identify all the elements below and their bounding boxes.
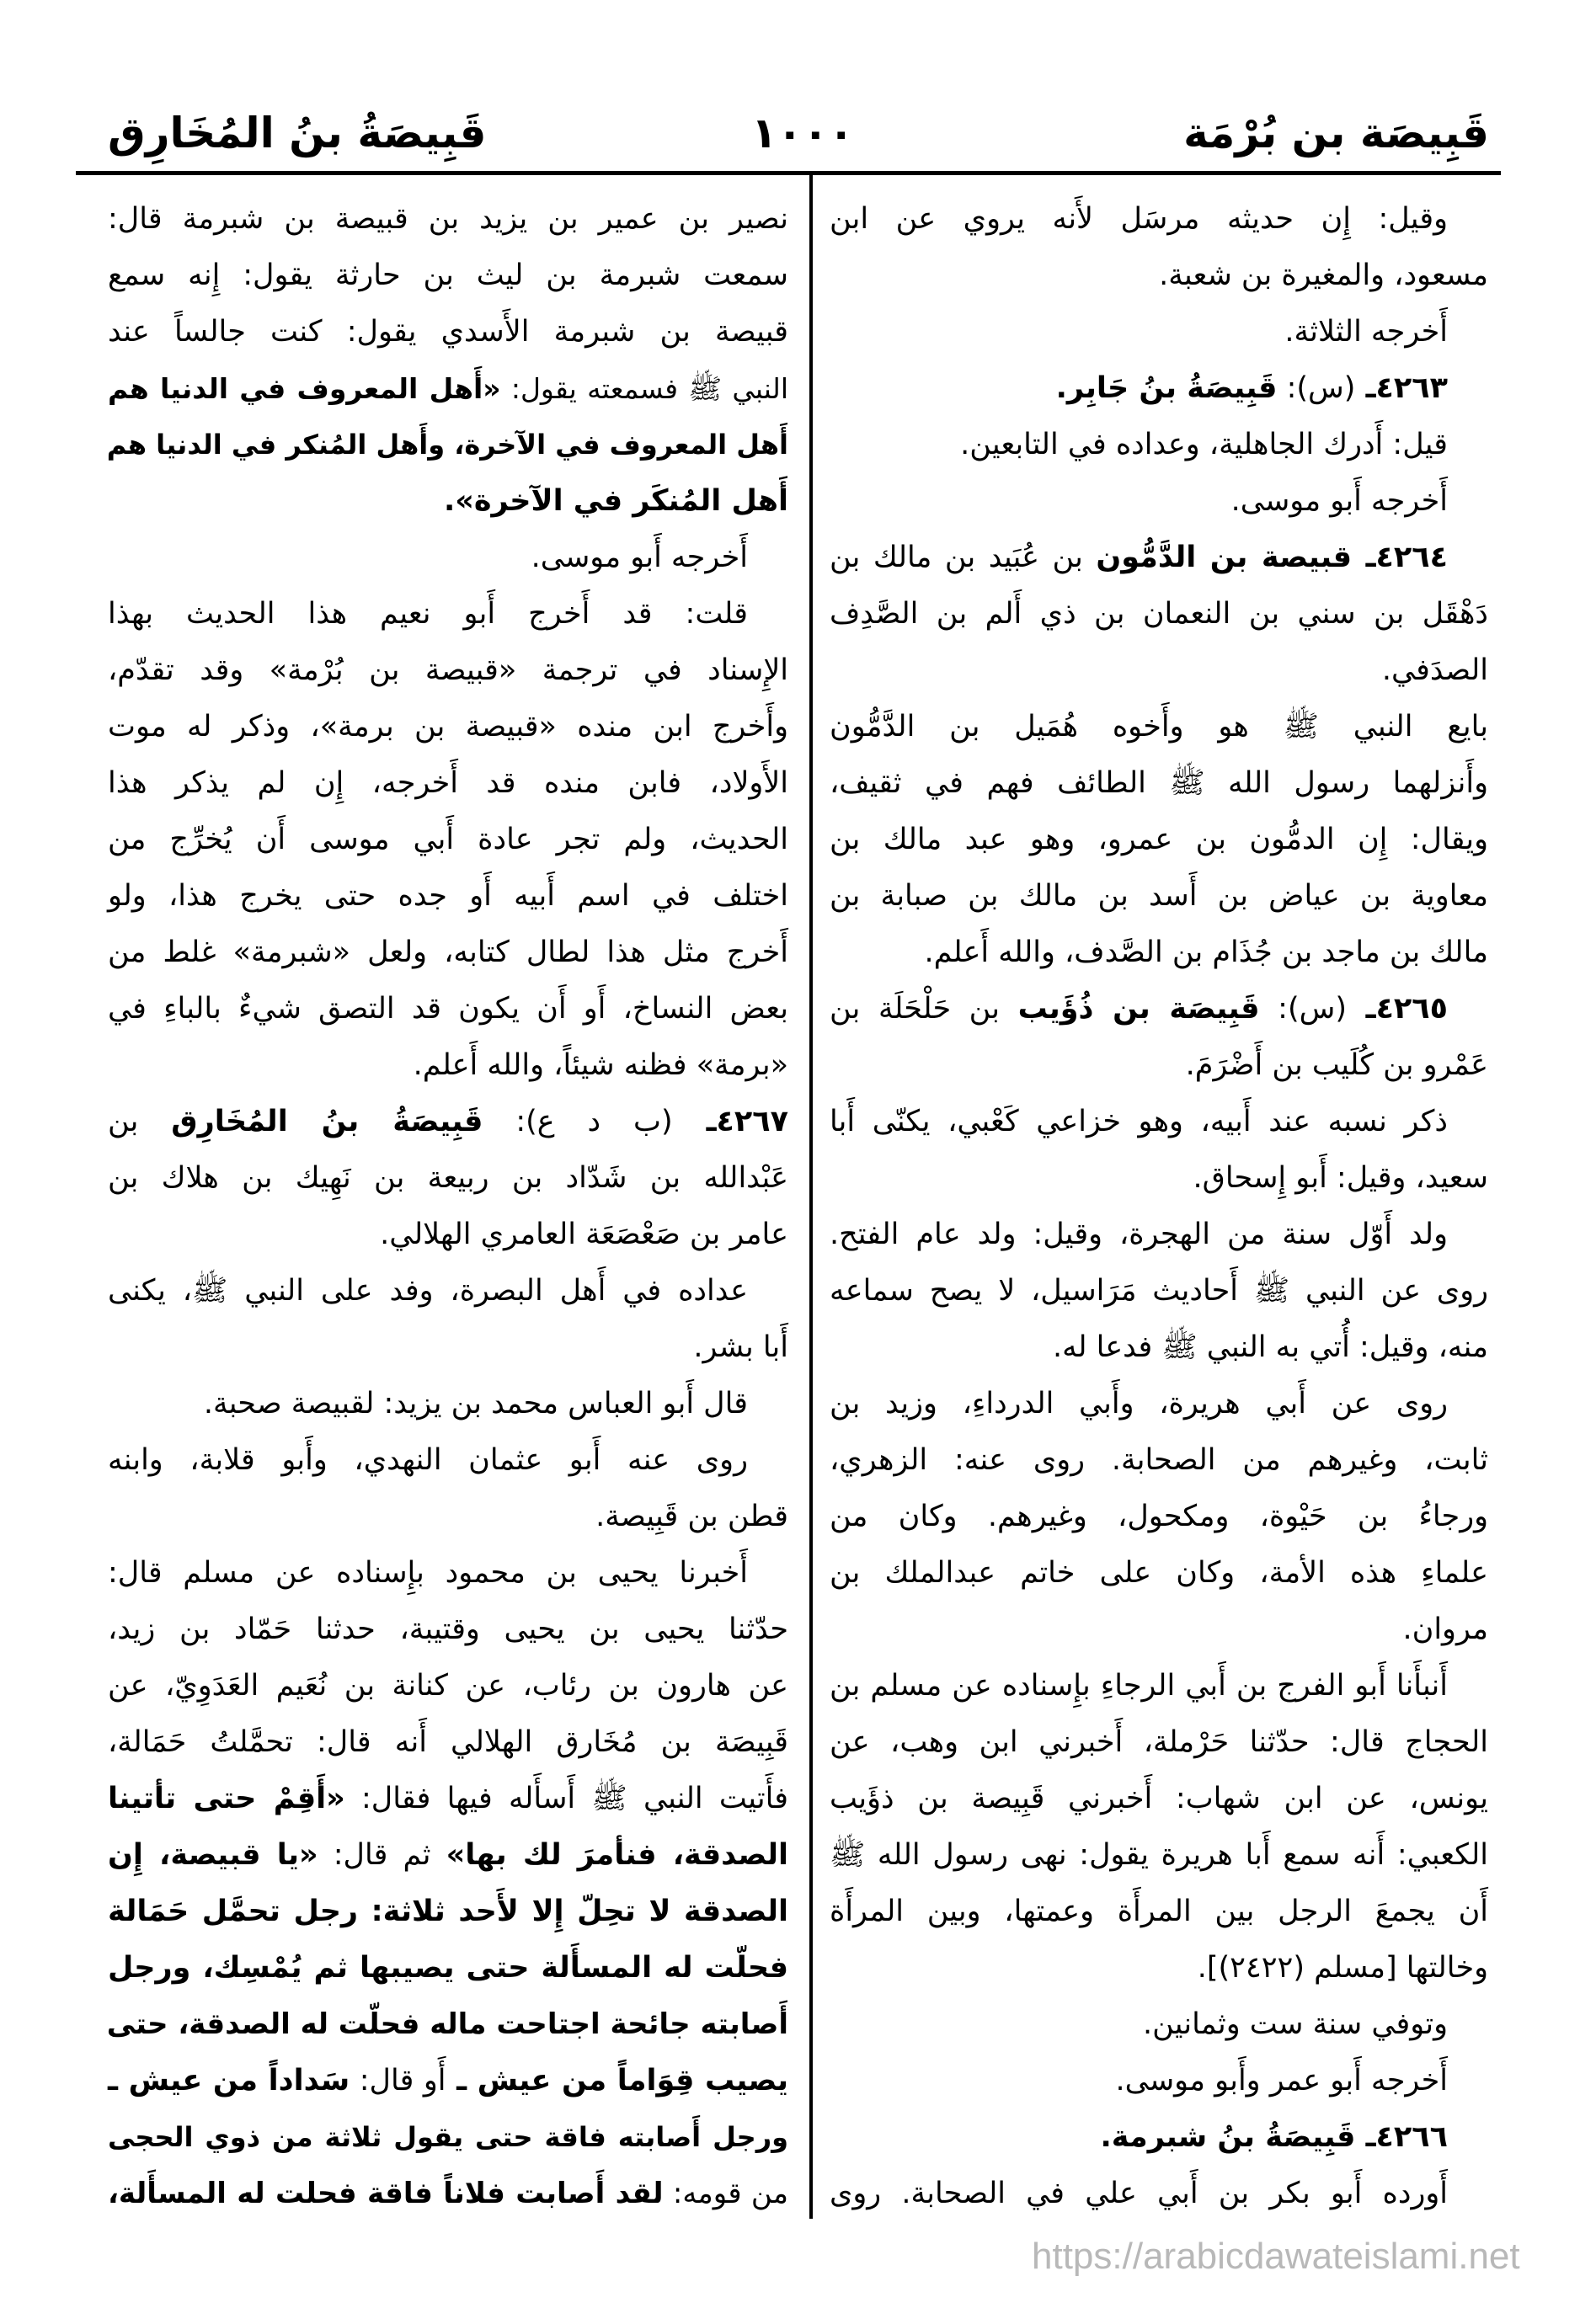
text-line <box>108 1940 788 1996</box>
text-segment: «برمة» فظنه شيئاً، والله أَعلم. <box>413 1048 788 1082</box>
bold-text-segment: يصيب قِوَاماً من عيش ـ <box>446 2064 788 2097</box>
text-segment: قيل: أَدرك الجاهلية، وعداده في التابعين. <box>960 428 1448 461</box>
text-line <box>830 417 1488 473</box>
bold-text-segment: ٤٢٦٥ـ <box>1346 992 1449 1026</box>
text-line <box>830 812 1488 868</box>
text-line <box>108 248 788 304</box>
header-rule <box>76 171 1501 175</box>
text-segment: ذكر نسبه عند أَبيه، وهو خزاعي كَعْبي، يكنّى أَبا <box>830 1105 1448 1138</box>
text-segment: أَورده أَبو بكر بن أَبي علي في الصحابة. روى <box>830 2177 1448 2210</box>
bold-text-segment: ٤٢٦٧ـ <box>672 1105 788 1138</box>
text-line <box>830 1714 1488 1771</box>
text-segment: وأَخرج ابن منده «قبيصة بن برمة»، وذكر له موت <box>108 710 788 744</box>
text-segment: روى عن النبي ﷺ أَحاديث مَرَاسيل، لا يصح سماعه <box>830 1274 1488 1308</box>
text-line <box>830 2053 1488 2109</box>
text-line <box>830 1432 1488 1489</box>
text-segment: أَخرجه أَبو موسى. <box>531 541 748 574</box>
text-segment: بايع النبي ﷺ هو وأَخوه هُمَيل بن الدَّمُّون <box>830 710 1488 744</box>
text-line <box>108 2109 788 2166</box>
text-segment: أَخبرنا يحيى بن محمود بإِسناده عن مسلم قال: <box>108 1556 748 1590</box>
text-segment: أَخرجه أَبو عمر وأَبو موسى. <box>1115 2064 1448 2097</box>
text-line <box>830 1602 1488 1658</box>
text-segment: قال أَبو العباس محمد بن يزيد: لقبيصة صحبة. <box>203 1387 748 1421</box>
bold-text-segment: الصدقة لا تحِلّ إِلا لأَحد ثلاثة: رجل تحمَّل حَمَالة <box>108 1895 788 1928</box>
text-line <box>108 1771 788 1827</box>
text-line <box>108 1263 788 1319</box>
text-line <box>830 1489 1488 1545</box>
text-line <box>108 304 788 360</box>
running-header-right: قَبِيصَة بن بُرْمَة <box>1183 109 1489 157</box>
text-segment: الأَولاد، فابن منده قد أَخرجه، إِن لم يذكر هذا <box>108 766 788 800</box>
text-segment: حدّثنا يحيى بن يحيى وقتيبة، حدثنا حَمّاد بن زيد، <box>108 1612 788 1646</box>
text-line <box>108 2053 788 2109</box>
text-line <box>108 1207 788 1263</box>
running-header-left: قَبِيصَةُ بنُ المُخَارِق <box>108 109 487 157</box>
text-segment: فأَتيت النبي ﷺ أَسأَله فيها فقال: <box>344 1782 788 1815</box>
text-segment: بن عُبَيد بن مالك بن <box>830 541 1097 574</box>
text-line <box>108 1489 788 1545</box>
text-line <box>108 2166 788 2222</box>
text-line <box>830 755 1488 812</box>
text-segment: معاوية بن عياض بن أَسد بن مالك بن صبابة بن <box>830 879 1488 913</box>
text-line <box>830 473 1488 530</box>
text-segment: وخالتها [مسلم (٢٤٢٢)]. <box>1197 1951 1488 1985</box>
bold-text-segment: أَصابته جائحة اجتاحت ماله فحلّت له الصدقة، حتى <box>106 2007 788 2041</box>
bold-text-segment: «يا قبيصة، إِن <box>108 1838 318 1872</box>
text-line <box>830 1771 1488 1827</box>
text-line <box>108 812 788 868</box>
text-segment: (ب د ع): <box>483 1105 673 1138</box>
text-line <box>830 248 1488 304</box>
text-segment: بن <box>108 1105 172 1138</box>
bold-text-segment: سَداداً من عيش ـ <box>108 2064 350 2097</box>
text-line <box>108 1602 788 1658</box>
text-segment: مروان. <box>1402 1612 1488 1646</box>
text-segment: أَخرج مثل هذا لطال كتابه، ولعل «شبرمة» غلط من <box>108 935 788 969</box>
text-segment: دَهْقَل بن سني بن النعمان بن ذي أَلم بن الصَّدِف <box>830 597 1488 631</box>
text-segment: قَبِيصَة بن مُخَارق الهلالي أَنه قال: تحمَّلتُ حَمَالة، <box>108 1725 788 1759</box>
text-line <box>108 642 788 699</box>
text-line <box>830 1263 1488 1319</box>
text-segment: من قومه: <box>663 2177 789 2210</box>
text-line <box>830 868 1488 925</box>
text-segment: أَبا بشر. <box>693 1330 788 1364</box>
text-segment: وقيل: إِن حديثه مرسَل لأَنه يروي عن ابن <box>830 202 1448 236</box>
text-line <box>830 1150 1488 1207</box>
text-line <box>108 1037 788 1094</box>
text-segment: عن هارون بن رئاب، عن كنانة بن نُعَيم العَدَوِيّ، عن <box>108 1669 788 1703</box>
text-segment: علماءِ هذه الأمة، وكان على خاتم عبدالملك بن <box>830 1556 1488 1590</box>
column-divider <box>809 173 813 2219</box>
text-line <box>108 1884 788 1940</box>
text-segment: ثابت، وغيرهم من الصحابة. روى عنه: الزهري، <box>830 1443 1488 1477</box>
text-line <box>108 1996 788 2053</box>
text-segment: الصدَفي. <box>1381 653 1488 687</box>
text-segment: روى عن أَبي هريرة، وأَبي الدرداءِ، وزيد بن <box>830 1387 1448 1421</box>
bold-text-segment: أَهل المُنكَر في الآخرة». <box>443 484 788 518</box>
text-segment: روى عنه أَبو عثمان النهدي، وأَبو قلابة، وابنه <box>108 1443 748 1477</box>
text-line <box>108 586 788 642</box>
text-segment: أَن يجمعَ الرجل بين المرأَة وعمتها، وبين المرأَة <box>830 1895 1488 1928</box>
text-line <box>108 1376 788 1432</box>
text-segment: أَنبأَنا أَبو الفرج بن أَبي الرجاءِ بإِسناده عن مسلم بن <box>830 1669 1448 1703</box>
text-line <box>830 1545 1488 1602</box>
text-line <box>830 586 1488 642</box>
text-line <box>830 981 1488 1037</box>
text-line <box>830 1207 1488 1263</box>
text-segment: بعض النساخ، أَو أَن يكون قد التصق شيءٌ بالباءِ في <box>108 992 788 1026</box>
text-line <box>830 1884 1488 1940</box>
text-segment: (س): <box>1259 992 1347 1026</box>
bold-text-segment: «أَهل المعروف في الدنيا هم <box>108 372 501 405</box>
text-line <box>108 1827 788 1884</box>
text-line <box>108 699 788 755</box>
text-segment: الحديث، ولم تجر عادة أَبي موسى أَن يُخرِّج من <box>108 823 788 856</box>
text-line <box>108 755 788 812</box>
text-line <box>830 1940 1488 1996</box>
text-segment: ثم قال: <box>318 1838 446 1872</box>
text-segment: نصير بن عمير بن يزيد بن قبيصة بن شبرمة قال: <box>108 202 788 236</box>
text-segment: ويقال: إِن الدمُّون بن عمرو، وهو عبد مالك بن <box>830 823 1488 856</box>
text-segment: ورجاءُ بن حَيْوة، ومكحول، وغيرهم. وكان من <box>830 1500 1488 1533</box>
text-line <box>108 1545 788 1602</box>
bold-text-segment: فحلّت له المسأَلة حتى يصيبها ثم يُمْسِك، ورجل <box>108 1951 788 1985</box>
bold-text-segment: قَبِيصَةُ بنُ جَابِر. <box>1055 371 1278 405</box>
text-column-right <box>830 191 1488 2222</box>
text-segment: أَو قال: <box>350 2064 446 2097</box>
text-segment: سمعت شبرمة بن ليث بن حارثة يقول: إِنه سمع <box>108 259 788 292</box>
text-segment: مسعود، والمغيرة بن شعبة. <box>1159 259 1488 292</box>
text-line <box>830 1037 1488 1094</box>
text-segment: اختلف في اسم أَبيه أَو جده حتى يخرج هذا، ولو <box>108 879 788 913</box>
text-segment: يونس، عن ابن شهاب: أَخبرني قَبِيصة بن ذؤَيب <box>830 1782 1488 1815</box>
text-line <box>830 191 1488 248</box>
bold-text-segment: ورجل أَصابته فاقة حتى يقول ثلاثة من ذوي الحجى <box>108 2121 788 2153</box>
text-line <box>830 1376 1488 1432</box>
text-line <box>108 1432 788 1489</box>
text-segment: الإِسناد في ترجمة «قبيصة بن بُرْمة» وقد تقدّم، <box>108 653 788 687</box>
text-segment: أَخرجه الثلاثة. <box>1284 315 1448 349</box>
text-segment: قلت: قد أَخرج أَبو نعيم هذا الحديث بهذا <box>108 597 748 631</box>
text-segment: مالك بن ماجد بن جُذَام بن الصَّدف، والله أَعلم. <box>924 935 1488 969</box>
text-segment: عَبْدالله بن شَدّاد بن ربيعة بن نَهِيك بن هلاك بن <box>108 1161 788 1195</box>
text-segment: وتوفي سنة ست وثمانين. <box>1143 2007 1448 2041</box>
text-line <box>830 1996 1488 2053</box>
text-line <box>830 2109 1488 2166</box>
page-number: ١٠٠٠ <box>750 109 855 157</box>
bold-text-segment: لقد أَصابت فلاناً فاقة فحلت له المسأَلة، <box>108 2177 664 2210</box>
text-segment: سعيد، وقيل: أَبو إِسحاق. <box>1193 1161 1488 1195</box>
text-line <box>108 868 788 925</box>
text-line <box>830 699 1488 755</box>
text-line <box>108 1714 788 1771</box>
text-segment: (س): <box>1277 371 1356 405</box>
text-line <box>830 360 1488 417</box>
bold-text-segment: ٤٢٦٤ـ قبيصة بن الدَّمُّون <box>1096 541 1448 574</box>
text-segment: عداده في أَهل البصرة، وفد على النبي ﷺ، يكنى <box>108 1274 748 1308</box>
text-segment: ولد أَوّل سنة من الهجرة، وقيل: ولد عام الفتح. <box>830 1218 1448 1251</box>
text-line <box>830 925 1488 981</box>
text-segment: أَخرجه أَبو موسى. <box>1230 484 1448 518</box>
watermark-url: https://arabicdawateislami.net <box>1032 2236 1520 2277</box>
text-line <box>830 2166 1488 2222</box>
bold-text-segment: قَبِيصَةُ بنُ المُخَارِق <box>171 1105 483 1138</box>
bold-text-segment: «أَقِمْ حتى تأتينا <box>108 1782 345 1815</box>
text-segment: النبي ﷺ فسمعته يقول: <box>500 372 788 405</box>
text-segment: الحجاج قال: حدّثنا حَرْملة، أَخبرني ابن وهب، عن <box>830 1725 1488 1759</box>
text-line <box>830 1094 1488 1150</box>
text-column-left <box>108 191 788 2222</box>
text-line <box>830 1658 1488 1714</box>
text-line <box>108 360 788 417</box>
bold-text-segment: ٤٢٦٦ـ قَبِيصَةُ بنُ شبرمة. <box>1100 2120 1448 2154</box>
text-line <box>108 1150 788 1207</box>
text-segment: بن حَلْحَلَة بن <box>830 992 1018 1026</box>
text-segment: وأَنزلهما رسول الله ﷺ الطائف فهم في ثقيف، <box>830 766 1488 800</box>
text-segment: قبيصة بن شبرمة الأَسدي يقول: كنت جالساً عند <box>108 315 788 349</box>
text-segment: عَمْرو بن كُلَيب بن أَضْرَمَ. <box>1185 1048 1488 1082</box>
bold-text-segment: الصدقة، فنأمرَ لك بها» <box>446 1838 789 1872</box>
bold-text-segment: قَبِيصَة بن ذُؤَيب <box>1017 992 1260 1026</box>
text-segment: قطن بن قَبِيصة. <box>595 1500 788 1533</box>
text-line <box>108 473 788 530</box>
text-line <box>108 1658 788 1714</box>
bold-text-segment: ٤٢٦٣ـ <box>1355 371 1448 405</box>
text-line <box>108 191 788 248</box>
text-line <box>108 981 788 1037</box>
text-line <box>830 530 1488 586</box>
bold-text-segment: أَهل المعروف في الآخرة، وأَهل المُنكر في الدنيا هم <box>106 429 788 461</box>
text-line <box>108 1319 788 1376</box>
text-line <box>830 304 1488 360</box>
text-line <box>830 1319 1488 1376</box>
text-segment: منه، وقيل: أُتي به النبي ﷺ فدعا له. <box>1052 1330 1488 1364</box>
text-line <box>108 925 788 981</box>
text-line <box>108 530 788 586</box>
text-segment: الكعبي: أَنه سمع أَبا هريرة يقول: نهى رسول الله ﷺ <box>830 1838 1488 1872</box>
text-line <box>108 417 788 473</box>
text-line <box>830 642 1488 699</box>
text-line <box>108 1094 788 1150</box>
text-line <box>830 1827 1488 1884</box>
text-segment: عامر بن صَعْصَعَة العامري الهلالي. <box>380 1218 788 1251</box>
